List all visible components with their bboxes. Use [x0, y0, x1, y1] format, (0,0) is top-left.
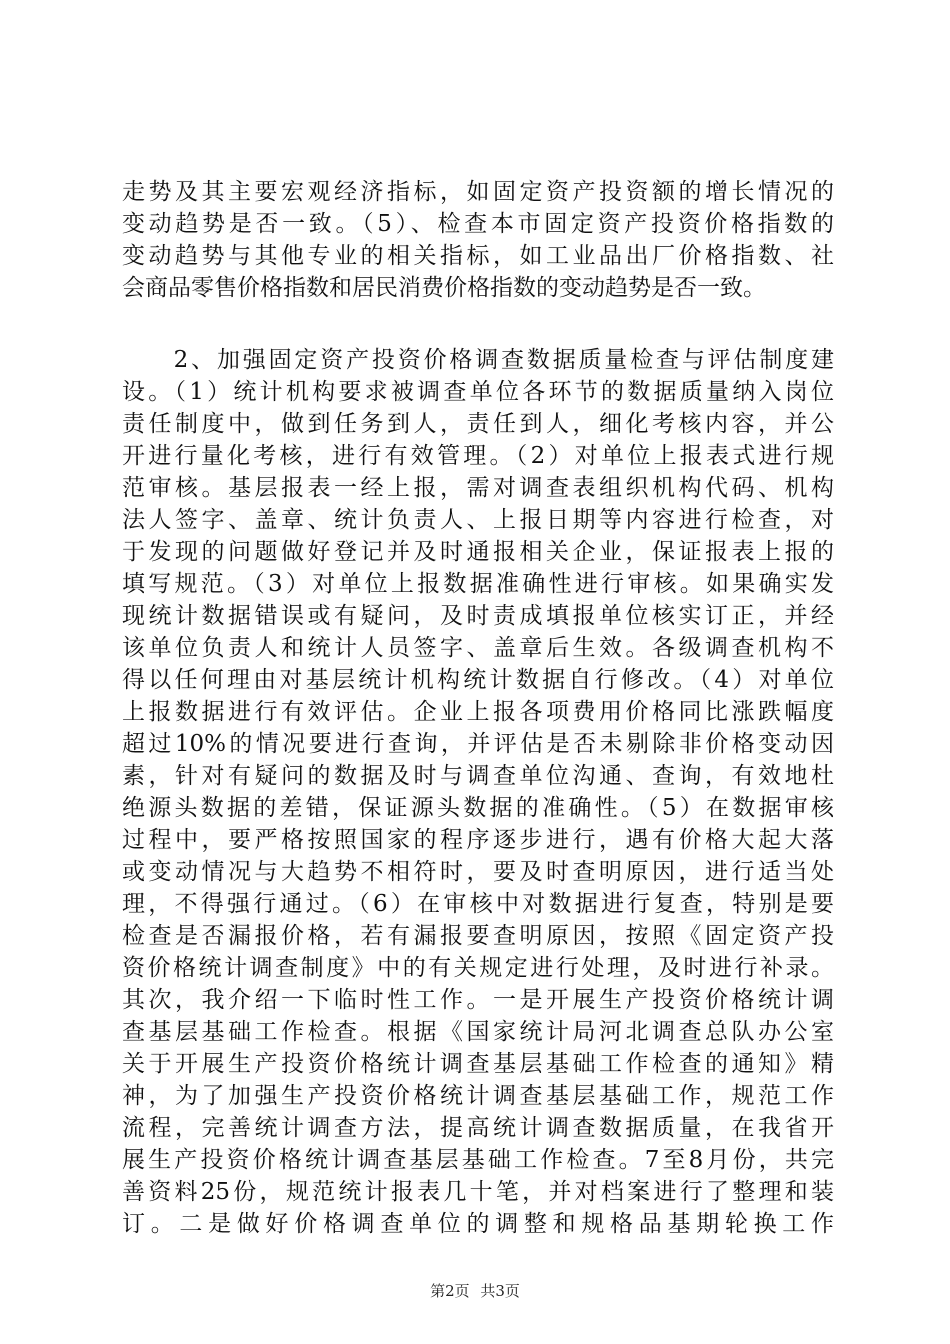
text-line: 得以任何理由对基层统计机构统计数据自行修改。（4）对单位: [122, 667, 834, 693]
text-line: 绝源头数据的差错，保证源头数据的准确性。（5）在数据审核: [122, 795, 834, 821]
text-line: 检查是否漏报价格，若有漏报要查明原因，按照《固定资产投: [122, 923, 834, 949]
text-line: 或变动情况与大趋势不相符时，要及时查明原因，进行适当处: [122, 859, 834, 885]
text-line: 于发现的问题做好登记并及时通报相关企业，保证报表上报的: [122, 539, 834, 565]
page-total: 共3页: [480, 1282, 520, 1300]
text-line: 上报数据进行有效评估。企业上报各项费用价格同比涨跌幅度: [122, 699, 834, 725]
paragraph-2: [122, 344, 834, 1240]
text-line: 范审核。基层报表一经上报，需对调查表组织机构代码、机构: [122, 475, 834, 501]
text-line: 填写规范。（3）对单位上报数据准确性进行审核。如果确实发: [122, 571, 834, 597]
text-line: 理，不得强行通过。（6）在审核中对数据进行复查，特别是要: [122, 891, 834, 917]
text-line: 法人签字、盖章、统计负责人、上报日期等内容进行检查，对: [122, 507, 834, 533]
text-line: 变动趋势是否一致。（5）、检查本市固定资产投资价格指数的: [122, 211, 834, 237]
text-line: 关于开展生产投资价格统计调查基层基础工作检查的通知》精: [122, 1051, 834, 1077]
text-line: 超过10%的情况要进行查询，并评估是否未剔除非价格变动因: [122, 731, 834, 757]
text-line: 素，针对有疑问的数据及时与调查单位沟通、查询，有效地杜: [122, 763, 834, 789]
text-line: 开进行量化考核，进行有效管理。（2）对单位上报表式进行规: [122, 443, 834, 469]
text-line: 流程，完善统计调查方法，提高统计调查数据质量，在我省开: [122, 1115, 834, 1141]
text-line: 变动趋势与其他专业的相关指标，如工业品出厂价格指数、社: [122, 243, 834, 269]
text-line: 查基层基础工作检查。根据《国家统计局河北调查总队办公室: [122, 1019, 834, 1045]
text-line: 2、加强固定资产投资价格调查数据质量检查与评估制度建: [122, 347, 834, 373]
text-line: 现统计数据错误或有疑问，及时责成填报单位核实订正，并经: [122, 603, 834, 629]
paragraph-spacing: [122, 304, 834, 344]
text-line: 会商品零售价格指数和居民消费价格指数的变动趋势是否一致。: [122, 275, 766, 301]
page-number: 第2页: [430, 1282, 470, 1300]
text-line: 其次，我介绍一下临时性工作。一是开展生产投资价格统计调: [122, 987, 834, 1013]
text-line: 责任制度中，做到任务到人，责任到人，细化考核内容，并公: [122, 411, 834, 437]
text-line: 展生产投资价格统计调查基层基础工作检查。7至8月份，共完: [122, 1147, 834, 1173]
page-footer: [0, 1281, 950, 1301]
text-line: 善资料25份，规范统计报表几十笔，并对档案进行了整理和装: [122, 1179, 834, 1205]
text-line: 过程中，要严格按照国家的程序逐步进行，遇有价格大起大落: [122, 827, 834, 853]
text-line: 设。（1）统计机构要求被调查单位各环节的数据质量纳入岗位: [122, 379, 834, 405]
text-line: 神，为了加强生产投资价格统计调查基层基础工作，规范工作: [122, 1083, 834, 1109]
body-text: [122, 176, 834, 1240]
text-line: 资价格统计调查制度》中的有关规定进行处理，及时进行补录。: [122, 955, 834, 981]
text-line: 走势及其主要宏观经济指标，如固定资产投资额的增长情况的: [122, 179, 834, 205]
text-line: 该单位负责人和统计人员签字、盖章后生效。各级调查机构不: [122, 635, 834, 661]
text-line: 订。二是做好价格调查单位的调整和规格品基期轮换工作: [122, 1211, 834, 1237]
paragraph-1: [122, 176, 834, 304]
